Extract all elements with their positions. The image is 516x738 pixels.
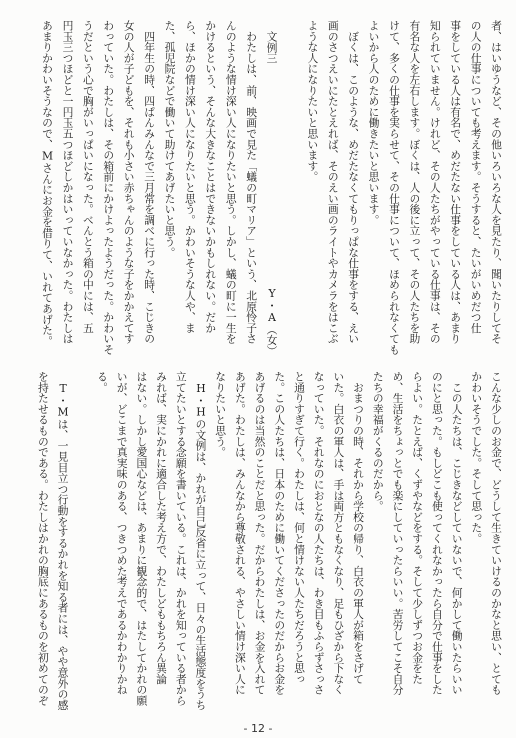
text-column: た。この人たちは、日本のために働いてくださったのだからお金を [273, 371, 287, 695]
section-author: Y・A（女） [265, 286, 279, 356]
text-column: と通りすぎて行く。わたしは、何と情けない人たちだろうと思っ [292, 371, 306, 685]
column-gap [282, 20, 302, 360]
text-column: けて、多くの仕事を実らせて、その仕事について、ほめられなくても [387, 20, 401, 355]
text-column: を持たせるものである。わたしはかれの胸底にあるものを初めてのぞ [36, 371, 50, 706]
column-gap [73, 371, 93, 711]
lower-text-block [33, 371, 506, 711]
text-column: かわいそうでした。そして思った。 [470, 371, 484, 544]
text-column: あげるのは当然のことだと思った。だからわたしは、お金を入れて [253, 371, 267, 695]
text-column: のにと思った。もしどこも使ってくれなかったら自分で仕事をした [430, 371, 444, 695]
text-column: る。 [95, 371, 109, 393]
text-column: 事をしている人は有名で、めだたない仕事をしている人は、あまり [449, 20, 463, 344]
text-column: うだという心で胸がいっぱいになった。べんとう箱の中には、五 [81, 20, 95, 334]
upper-text-block [36, 20, 506, 360]
text-column: わっていた。わたしは、その箱前にかけよったようだった。かわいそ [102, 20, 116, 355]
text-column: 女の人が子どもを、それも小さい赤ちゃんのような子をかかえてす [122, 20, 136, 344]
text-column: ような人になりたいと思います。 [306, 20, 320, 182]
text-column: 有名な人を左右します。ぼくは、人の後に立って、その人たちを助 [408, 20, 422, 344]
text-column: ぼくは、このような、めだたなくてもりっぱな仕事をする、えい [347, 20, 361, 344]
section-heading-column [261, 20, 281, 360]
text-column: た、孤児院などで働いて助けてあげたいと思う。 [163, 20, 177, 258]
text-column: いが、どこまで真実味のある、つきつめた考えであるかわかりかね [115, 371, 129, 695]
text-column: T・Mは、一見目立つ行動をするかれを知る者には、やや意外の感 [56, 371, 70, 711]
text-column: あげた。わたしは、みんなから尊敬される、やさしい情け深い人に [233, 371, 247, 695]
text-column: おまつりの時、それから学校の帰り、白衣の軍人が箱をさげて [352, 371, 366, 685]
page-number: - 12 - [243, 722, 273, 735]
text-column: んのような情け深い人になりたいと思う。しかし、蟻の町に一生を [224, 20, 238, 344]
text-column: ら、ほかの情け深い人になりたいと思う。かわいそうな人や、ま [183, 20, 197, 334]
text-column: なっていた。それなのにおとなの人たちは、わき目もふらずさっさ [312, 371, 326, 695]
text-column: なりたいと思う。 [214, 371, 228, 458]
section-heading: 文例三 [265, 31, 279, 64]
text-column: の人の仕事についても考えます。そうすると、たいがいめだつ仕 [469, 20, 483, 334]
text-column: 立てたいとする念願を書いている。これは、かれを知っている者から [174, 371, 188, 706]
text-column: たちの幸福がくるのだから。 [371, 371, 385, 512]
text-column: かけるという、そんな大きなことはできないかもしれない。だか [204, 20, 218, 334]
text-column: こんな少しのお金で、どうして生きていけるのかなと思い、とても [490, 371, 503, 695]
text-column: 知られていません。けれど、その人たちがやっている仕事は、その [428, 20, 442, 344]
text-column: よいから人のために働きたいと思います。 [367, 20, 381, 226]
text-column: みれば、実にかれに適合した考え方で、わたしどももちろん異論 [155, 371, 169, 685]
text-column: いた。白衣の軍人は、手は両方ともなくなり、足もひざから下なく [332, 371, 346, 695]
text-column: 四年生の時、四ぱんみんなで三月常を調べに行った時、こじきの [143, 20, 157, 344]
text-column: め、生活をちょっとでも楽にしていったらいい。苦労してこそ自分 [391, 371, 405, 695]
text-column: わたしは、前、映画で見た「蟻の町マリア」という、北原怜子さ [245, 20, 259, 344]
text-column: 円玉三つほどと一円玉五つほどしかはいっていなかった。わたしは [61, 20, 75, 344]
text-column: あまりかわいそうなので、Mさんにお金を借りて、いれてあげた。 [41, 20, 55, 347]
text-column: らよい。たとえば、くずやなどをする。そして少しずつお金をた [411, 371, 425, 685]
text-column: この人たちは、こじきなどしていないで、何かして働いたらいい [450, 371, 464, 695]
text-column: H・Hの文例は、かれが自己反省に立って、日々の生活態度をうち [194, 371, 208, 711]
text-column: 画のさつえいにたとえれば、そのえい画のライトやカメラをはこぶ [326, 20, 340, 344]
text-column: はない。しかし愛国心などは、あまりに観念的で、はたしてかれの願 [135, 371, 149, 706]
text-column: 者、はいゆうなど、その他いろいろな人を見たり、聞いたりしてそ [490, 20, 503, 344]
